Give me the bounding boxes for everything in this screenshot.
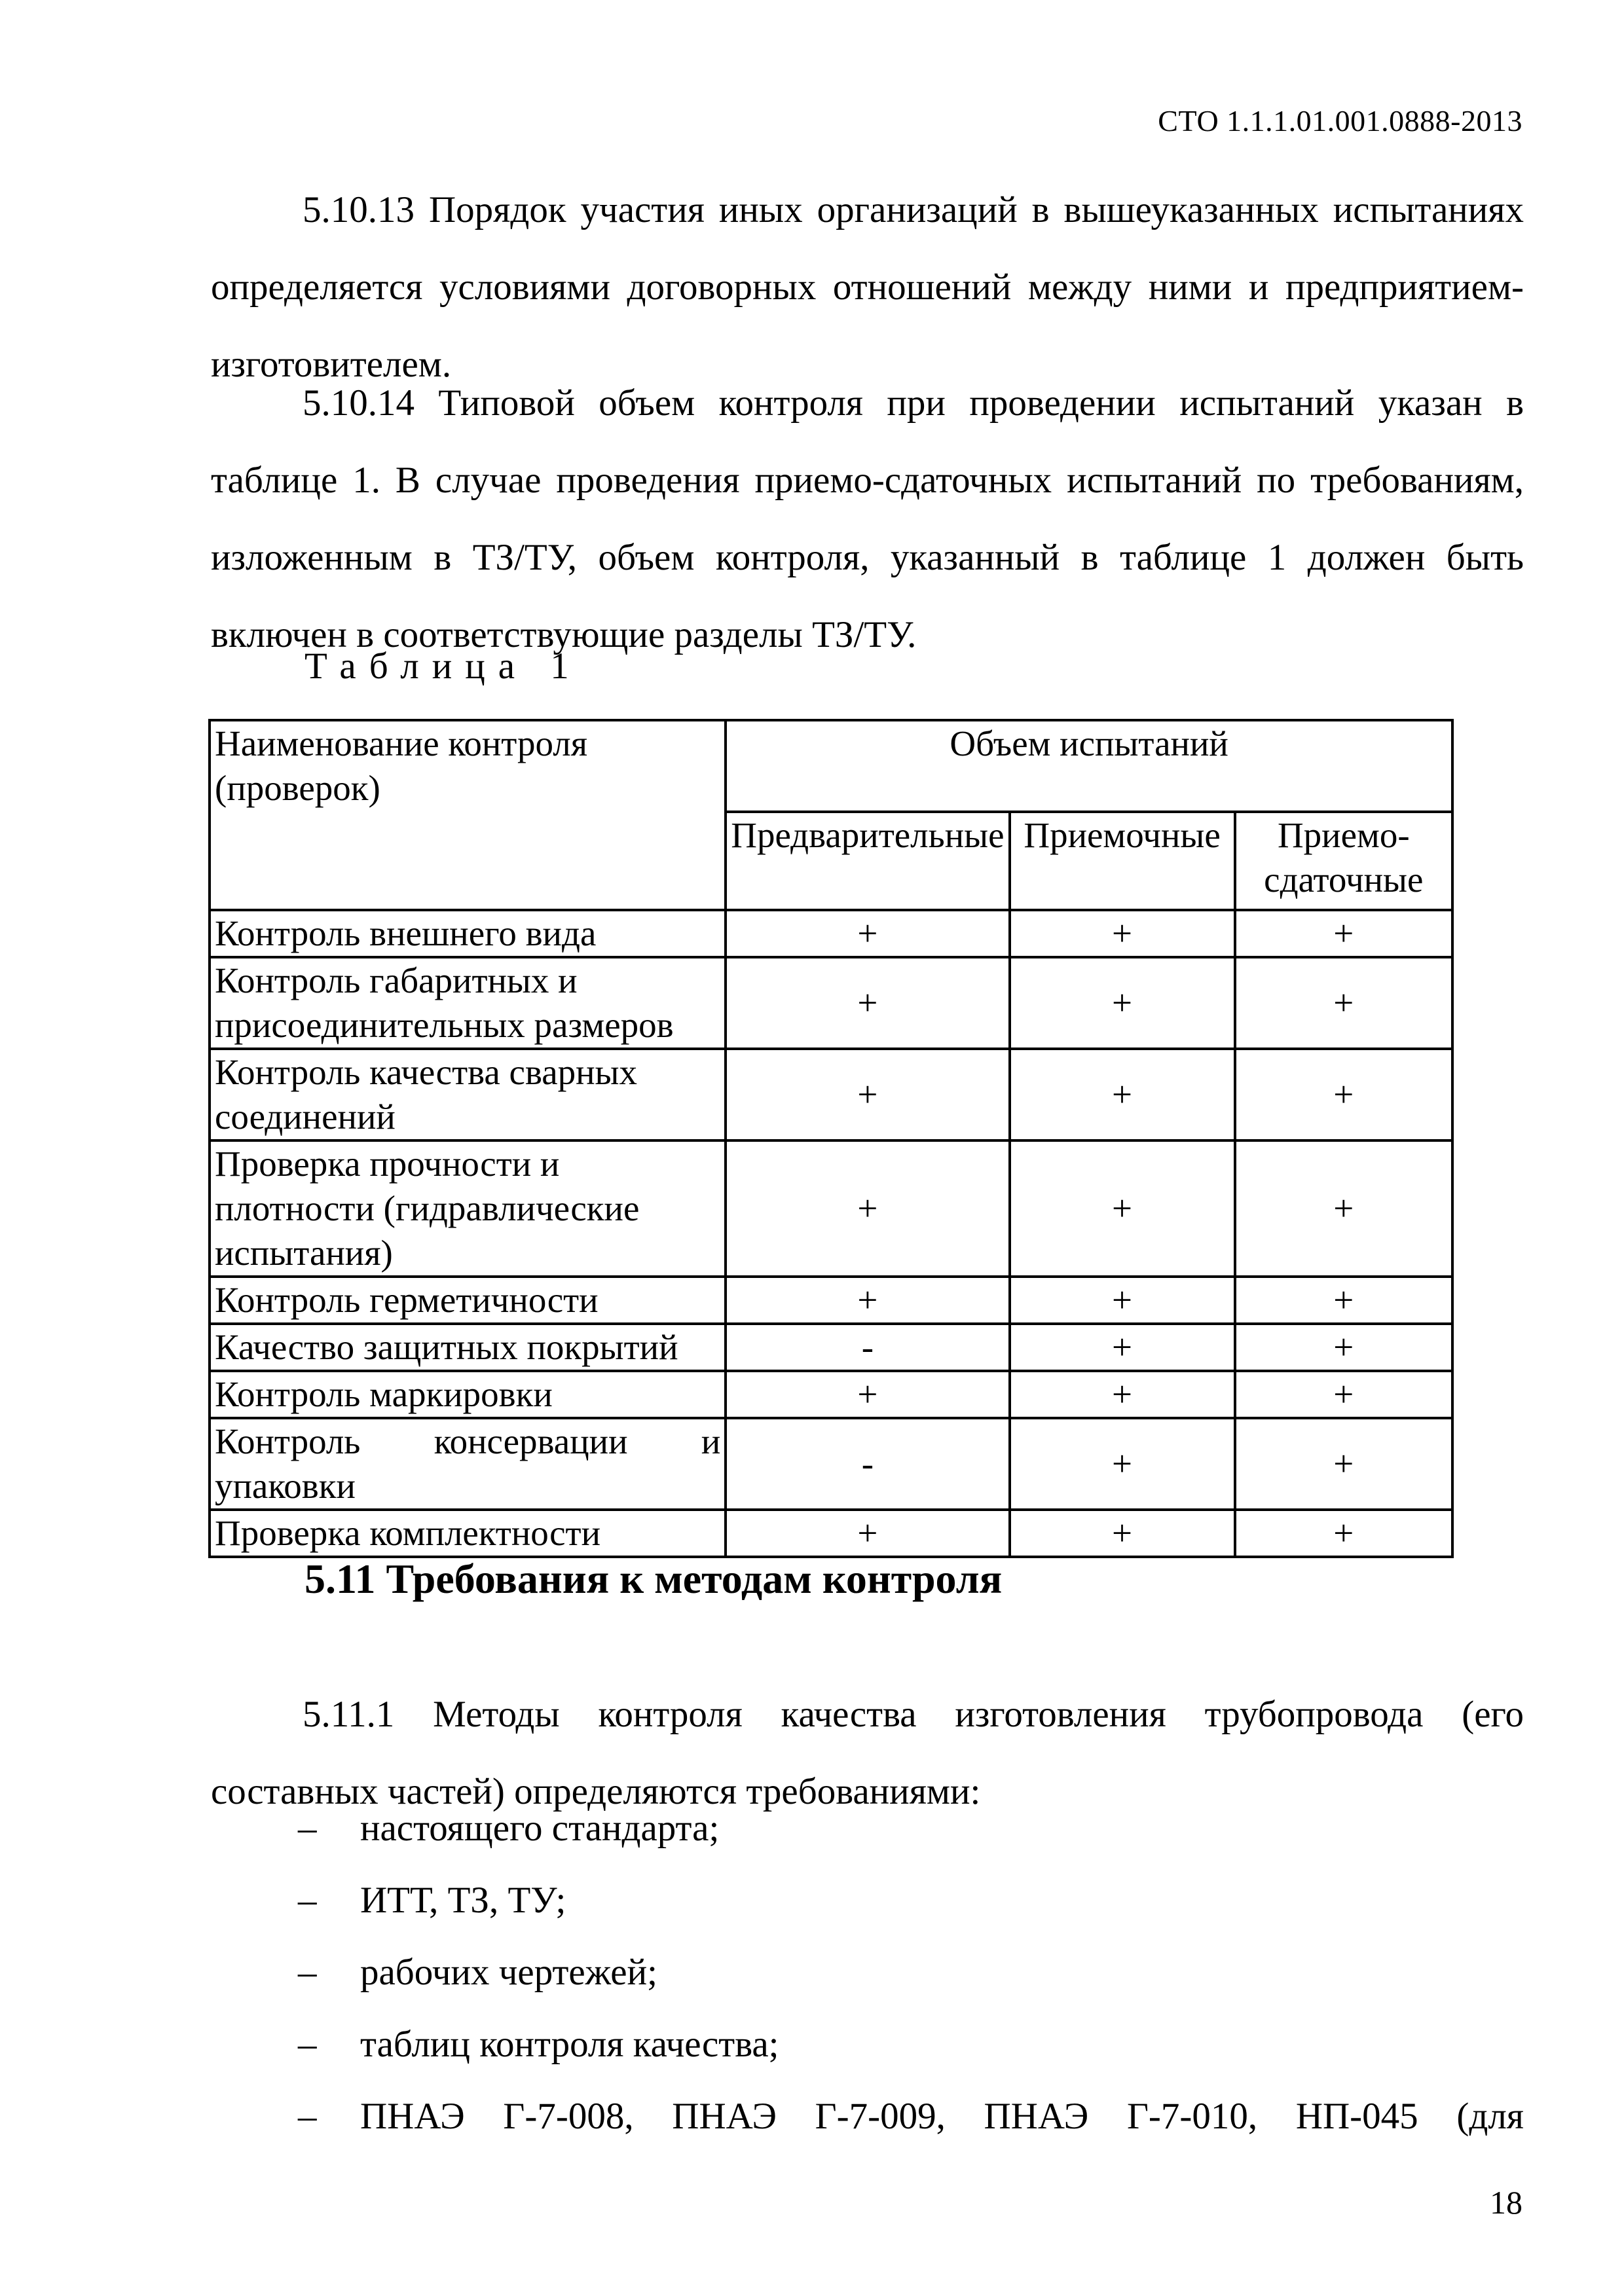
row-value: + — [1010, 1277, 1235, 1324]
dash-bullet: – — [298, 2096, 317, 2137]
row-value: + — [1235, 1277, 1452, 1324]
row-value: + — [1010, 957, 1235, 1049]
dash-bullet: – — [298, 1808, 317, 1849]
row-name: Контроль внешнего вида — [210, 910, 726, 957]
row-value: + — [1010, 1049, 1235, 1140]
list-item — [298, 1879, 566, 1922]
header-test-scope: Объем испытаний — [726, 720, 1452, 812]
row-value: + — [1235, 1049, 1452, 1140]
row-value: + — [1010, 1418, 1235, 1510]
list-item — [298, 1951, 657, 1994]
table-row — [210, 1418, 1452, 1510]
table-caption: Таблица 1 — [304, 646, 582, 687]
list-item — [298, 2095, 1524, 2138]
row-value: + — [1235, 1418, 1452, 1510]
header-preliminary: Предварительные — [726, 812, 1009, 910]
row-value: + — [1010, 1371, 1235, 1418]
table-row — [210, 1510, 1452, 1557]
row-name: Контроль консервации и упаковки — [210, 1418, 726, 1510]
row-value: + — [726, 1510, 1009, 1557]
row-value: + — [1235, 957, 1452, 1049]
list-item — [298, 2023, 779, 2066]
row-value: + — [1235, 1510, 1452, 1557]
row-name: Качество защитных покрытий — [210, 1324, 726, 1371]
row-name: Проверка прочности и плотности (гидравлические испытания) — [210, 1140, 726, 1277]
row-value: + — [726, 910, 1009, 957]
list-item — [298, 1807, 719, 1850]
row-name: Контроль габаритных и присоединительных размеров — [210, 957, 726, 1049]
table-row — [210, 1371, 1452, 1418]
dash-bullet: – — [298, 2024, 317, 2065]
list-item-text: таблиц контроля качества; — [360, 2024, 779, 2065]
paragraph-text: 5.10.13 Порядок участия иных организаций в вышеуказанных испытаниях определяется условиями договорных отношений между ними и предприятием-изготовителем. — [211, 189, 1524, 385]
table-row — [210, 1049, 1452, 1140]
row-value: + — [1235, 1140, 1452, 1277]
list-item-text: настоящего стандарта; — [360, 1808, 720, 1849]
row-value: + — [1235, 1324, 1452, 1371]
list-item-text: ИТТ, ТЗ, ТУ; — [360, 1880, 566, 1921]
paragraph-5-10-14 — [211, 365, 1524, 674]
dash-bullet: – — [298, 1880, 317, 1921]
paragraph-text: 5.10.14 Типовой объем контроля при проведении испытаний указан в таблице 1. В случае проведения приемо-сдаточных испытаний по требованиям, изложенным в ТЗ/ТУ, объем контроля, указанный в таблице 1 должен быть включен в соответствующие разделы ТЗ/ТУ. — [211, 382, 1524, 655]
list-item-text: ПНАЭ Г-7-008, ПНАЭ Г-7-009, ПНАЭ Г-7-010, НП-045 (для — [360, 2096, 1524, 2137]
row-name: Проверка комплектности — [210, 1510, 726, 1557]
row-value: + — [726, 957, 1009, 1049]
header-control-name: Наименование контроля (проверок) — [210, 720, 726, 910]
header-acceptance: Приемочные — [1010, 812, 1235, 910]
row-value: + — [726, 1277, 1009, 1324]
row-name: Контроль герметичности — [210, 1277, 726, 1324]
dash-bullet: – — [298, 1952, 317, 1993]
row-value: + — [726, 1140, 1009, 1277]
header-delivery-acceptance: Приемо-сдаточные — [1235, 812, 1452, 910]
row-value: + — [1010, 1324, 1235, 1371]
table-row — [210, 1140, 1452, 1277]
paragraph-text: 5.11.1 Методы контроля качества изготовления трубопровода (его составных частей) определяются требованиями: — [211, 1694, 1524, 1812]
row-name: Контроль качества сварных соединений — [210, 1049, 726, 1140]
row-value: - — [726, 1418, 1009, 1510]
row-name: Контроль маркировки — [210, 1371, 726, 1418]
table-row — [210, 1324, 1452, 1371]
row-value: + — [726, 1049, 1009, 1140]
row-value: + — [1010, 1140, 1235, 1277]
table-row — [210, 910, 1452, 957]
row-value: - — [726, 1324, 1009, 1371]
list-item-text: рабочих чертежей; — [360, 1952, 657, 1993]
row-value: + — [1235, 1371, 1452, 1418]
section-title: 5.11 Требования к методам контроля — [304, 1556, 1003, 1602]
row-value: + — [1235, 910, 1452, 957]
page-number: 18 — [1490, 2184, 1522, 2221]
document-code: СТО 1.1.1.01.001.0888-2013 — [1158, 104, 1522, 137]
row-value: + — [1010, 910, 1235, 957]
control-scope-table — [208, 719, 1454, 1558]
table-row — [210, 957, 1452, 1049]
row-value: + — [726, 1371, 1009, 1418]
table-row — [210, 1277, 1452, 1324]
row-value: + — [1010, 1510, 1235, 1557]
